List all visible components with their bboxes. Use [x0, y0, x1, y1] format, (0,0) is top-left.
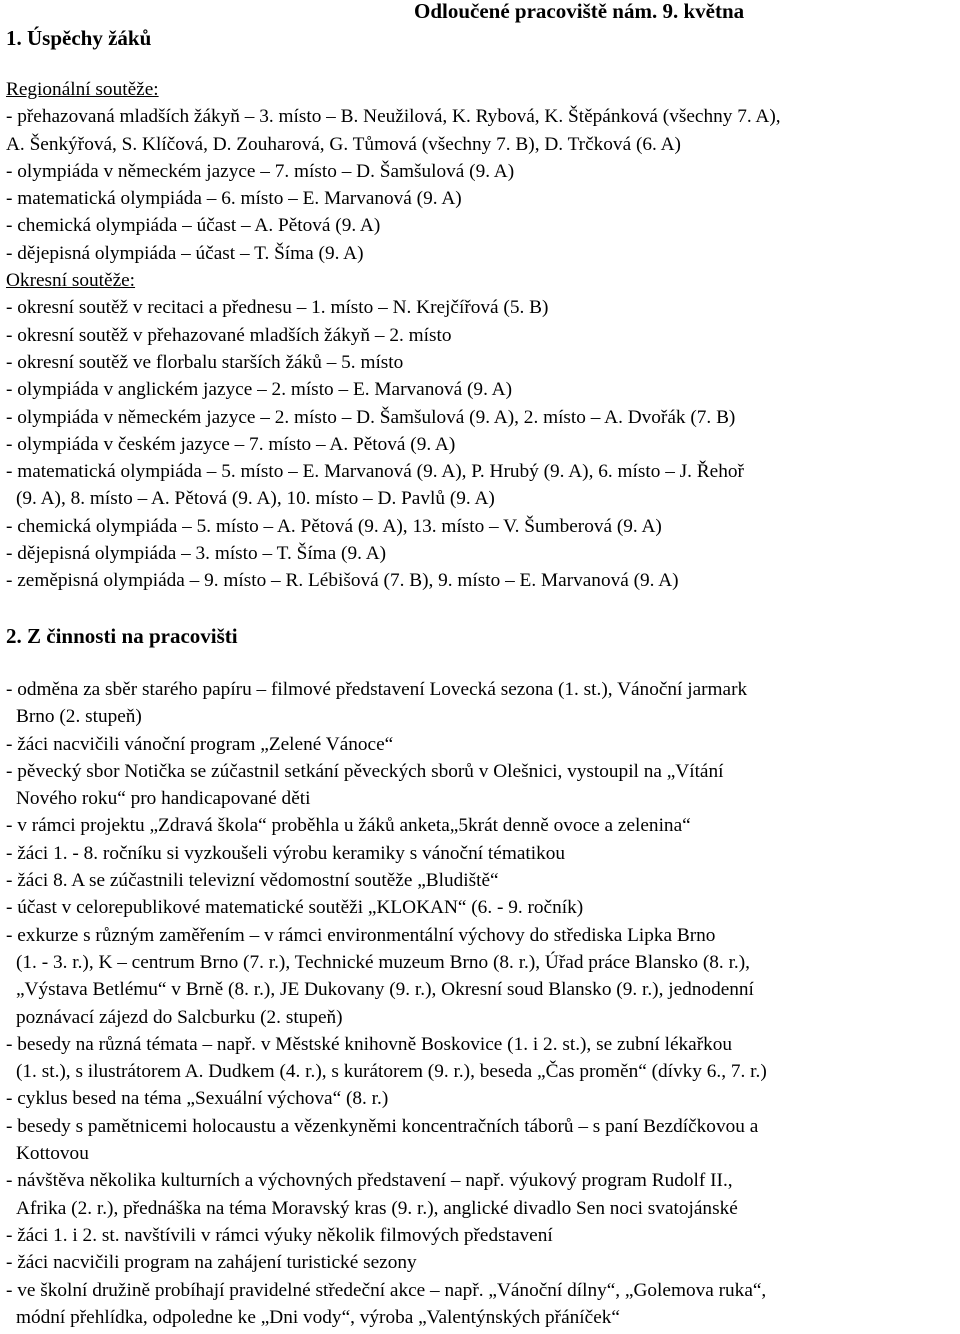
text-line: - v rámci projektu „Zdravá škola“ proběhla u žáků anketa„5krát denně ovoce a zelenina“: [6, 815, 691, 837]
text-line: - zeměpisná olympiáda – 9. místo – R. Lébišová (7. B), 9. místo – E. Marvanová (9. A): [6, 570, 679, 592]
text-line: - chemická olympiáda – 5. místo – A. Pětová (9. A), 13. místo – V. Šumberová (9. A): [6, 515, 662, 537]
text-line: - okresní soutěž ve florbalu starších žáků – 5. místo: [6, 351, 404, 373]
text-line: - žáci nacvičili vánoční program „Zelené Vánoce“: [6, 733, 394, 755]
text-line: - okresní soutěž v přehazované mladších žákyň – 2. místo: [6, 324, 452, 346]
text-line: (9. A), 8. místo – A. Pětová (9. A), 10. místo – D. Pavlů (9. A): [16, 488, 495, 510]
text-line: módní přehlídka, odpoledne ke „Dni vody“, výroba „Valentýnských přáníček“: [16, 1306, 620, 1328]
text-line: - žáci 1. i 2. st. navštívili v rámci výuky několik filmových představení: [6, 1224, 553, 1246]
text-line: - olympiáda v německém jazyce – 2. místo – D. Šamšulová (9. A), 2. místo – A. Dvořák (7. B): [6, 406, 736, 428]
text-line: - dějepisná olympiáda – účast – T. Šíma (9. A): [6, 242, 364, 264]
text-line: Afrika (2. r.), přednáška na téma Moravský kras (9. r.), anglické divadlo Sen noci svatojánské: [16, 1197, 738, 1219]
text-line: Brno (2. stupeň): [16, 706, 142, 728]
text-line: - besedy s pamětnicemi holocaustu a vězenkyněmi koncentračních táborů – s paní Bezdíčkovou a: [6, 1115, 759, 1137]
text-line: - dějepisná olympiáda – 3. místo – T. Šíma (9. A): [6, 543, 387, 565]
text-line: - exkurze s různým zaměřením – v rámci environmentální výchovy do střediska Lipka Brno: [6, 924, 716, 946]
text-line: - matematická olympiáda – 6. místo – E. Marvanová (9. A): [6, 188, 462, 210]
document-header: Odloučené pracoviště nám. 9. května: [414, 0, 745, 23]
text-line: - besedy na různá témata – např. v Městské knihovně Boskovice (1. i 2. st.), se zubní lékařkou: [6, 1033, 733, 1055]
text-line: - žáci 1. - 8. ročníku si vyzkoušeli výrobu keramiky s vánoční tématikou: [6, 842, 566, 864]
text-line: Kottovou: [16, 1143, 89, 1165]
text-line: „Výstava Betlému“ v Brně (8. r.), JE Dukovany (9. r.), Okresní soud Blansko (9. r.), jednodenní: [16, 979, 754, 1001]
text-line: - žáci nacvičili program na zahájení turistické sezony: [6, 1252, 417, 1274]
text-line: - matematická olympiáda – 5. místo – E. Marvanová (9. A), P. Hrubý (9. A), 6. místo – J. Řehoř: [6, 461, 744, 483]
subsection-heading: Okresní soutěže:: [6, 270, 136, 292]
text-line: - okresní soutěž v recitaci a přednesu – 1. místo – N. Krejčířová (5. B): [6, 297, 549, 319]
text-line: - přehazovaná mladších žákyň – 3. místo – B. Neužilová, K. Rybová, K. Štěpánková (všechny 7. A),: [6, 106, 781, 128]
text-line: A. Šenkýřová, S. Klíčová, D. Zouharová, G. Tůmová (všechny 7. B), D. Trčková (6. A): [6, 133, 681, 155]
section-heading-activities: 2. Z činnosti na pracovišti: [6, 624, 238, 648]
text-line: - olympiáda v německém jazyce – 7. místo – D. Šamšulová (9. A): [6, 160, 515, 182]
text-line: poznávací zájezd do Salcburku (2. stupeň): [16, 1006, 343, 1028]
text-line: (1. - 3. r.), K – centrum Brno (7. r.), Technické muzeum Brno (8. r.), Úřad práce Blansko (8. r.),: [16, 951, 750, 973]
text-line: - pěvecký sbor Notička se zúčastnil setkání pěveckých sborů v Olešnici, vystoupil na „Vítání: [6, 760, 724, 782]
text-line: (1. st.), s ilustrátorem A. Dudkem (4. r.), s kurátorem (9. r.), beseda „Čas proměn“ (dívky 6., 7. r.): [16, 1061, 767, 1083]
section-heading-achievements: 1. Úspěchy žáků: [6, 26, 152, 50]
text-line: - odměna za sběr starého papíru – filmové představení Lovecká sezona (1. st.), Vánoční jarmark: [6, 679, 748, 700]
text-line: - chemická olympiáda – účast – A. Pětová (9. A): [6, 215, 381, 237]
text-line: Nového roku“ pro handicapované děti: [16, 788, 311, 810]
text-line: - olympiáda v anglickém jazyce – 2. místo – E. Marvanová (9. A): [6, 379, 512, 401]
achievements-list: [6, 76, 956, 595]
text-line: - účast v celorepublikové matematické soutěži „KLOKAN“ (6. - 9. ročník): [6, 897, 584, 919]
subsection-heading: Regionální soutěže:: [6, 79, 159, 100]
text-line: - ve školní družině probíhají pravidelné středeční akce – např. „Vánoční dílny“, „Golemova ruka“,: [6, 1279, 767, 1301]
text-line: - cyklus besed na téma „Sexuální výchova“ (8. r.): [6, 1088, 389, 1110]
text-line: - návštěva několika kulturních a výchovných představení – např. výukový program Rudolf II.,: [6, 1170, 733, 1192]
text-line: - žáci 8. A se zúčastnili televizní vědomostní soutěže „Bludiště“: [6, 870, 499, 892]
activities-list: [6, 676, 956, 1331]
text-line: - olympiáda v českém jazyce – 7. místo – A. Pětová (9. A): [6, 433, 456, 455]
